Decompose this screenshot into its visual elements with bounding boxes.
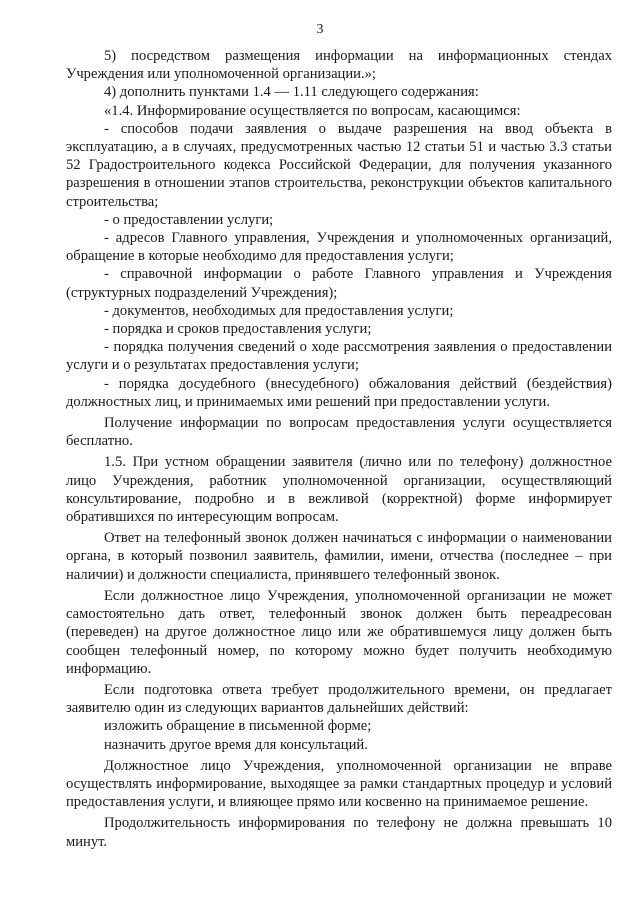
paragraph-call-duration: Продолжительность информирования по телефону не должна превышать 10 минут. xyxy=(66,815,612,850)
paragraph-phone-answer: Ответ на телефонный звонок должен начинаться с информации о наименовании органа, в который позвонил заявитель, фамилии, имени, отчества (последнее – при наличии) и должности специалиста, принявшего телефонный звонок. xyxy=(66,530,612,583)
list-item-documents: - документов, необходимых для предоставления услуги; xyxy=(104,302,454,319)
page-number: 3 xyxy=(316,22,324,37)
paragraph-1-4-heading: «1.4. Информирование осуществляется по вопросам, касающимся: xyxy=(104,102,521,119)
paragraph-free-of-charge: Получение информации по вопросам предоставления услуги осуществляется бесплатно. xyxy=(66,415,612,450)
document-body xyxy=(66,47,612,851)
list-item-progress-info: - порядка получения сведений о ходе рассмотрения заявления о предоставлении услуги и о результатах предоставления услуги; xyxy=(66,339,612,374)
paragraph-1-5-oral-request: 1.5. При устном обращении заявителя (лично или по телефону) должностное лицо Учреждения, работник уполномоченной организации, осуществляющий консультирование, подробно и в вежливой (корректной) форме информирует обратившихся по интересующим вопросам. xyxy=(66,454,612,526)
paragraph-call-redirect: Если должностное лицо Учреждения, уполномоченной организации не может самостоятельно дать ответ, телефонный звонок должен быть переадресован (переведен) на другое должностное лицо или же обратившемуся лицу должен быть сообщен телефонный номер, по которому можно будет получить необходимую информацию. xyxy=(66,587,612,677)
paragraph-amendment-intro: 4) дополнить пунктами 1.4 — 1.11 следующего содержания: xyxy=(104,84,479,101)
list-item-service-provision: - о предоставлении услуги; xyxy=(104,211,274,228)
list-item-reference-info: - справочной информации о работе Главного управления и Учреждения (структурных подразделений Учреждения); xyxy=(66,266,612,301)
paragraph-item-5-stands: 5) посредством размещения информации на информационных стендах Учреждения или уполномоченной организации.»; xyxy=(66,48,612,83)
option-other-time: назначить другое время для консультаций. xyxy=(104,736,368,753)
option-written-request: изложить обращение в письменной форме; xyxy=(104,718,372,735)
paragraph-long-answer: Если подготовка ответа требует продолжительного времени, он предлагает заявителю один из следующих вариантов дальнейших действий: xyxy=(66,681,612,717)
paragraph-informing-limits: Должностное лицо Учреждения, уполномоченной организации не вправе осуществлять информирование, выходящее за рамки стандартных процедур и условий предоставления услуги, и влияющее прямо или косвенно на принимаемое решение. xyxy=(66,757,612,811)
list-item-procedure-terms: - порядка и сроков предоставления услуги; xyxy=(104,321,372,338)
list-item-addresses: - адресов Главного управления, Учреждения и уполномоченных организаций, обращение в которые необходимо для предоставления услуги; xyxy=(66,230,612,265)
list-item-appeal-procedure: - порядка досудебного (внесудебного) обжалования действий (бездействия) должностных лиц, и принимаемых ими решений при предоставлении услуги. xyxy=(66,375,612,410)
list-item-application-methods: - способов подачи заявления о выдаче разрешения на ввод объекта в эксплуатацию, а в случаях, предусмотренных частью 12 статьи 51 и частью 3.3 статьи 52 Градостроительного кодекса Российской Федерации, для получения указанного разрешения в отношении этапов строительства, реконструкции объектов капитального строительства; xyxy=(66,120,612,210)
